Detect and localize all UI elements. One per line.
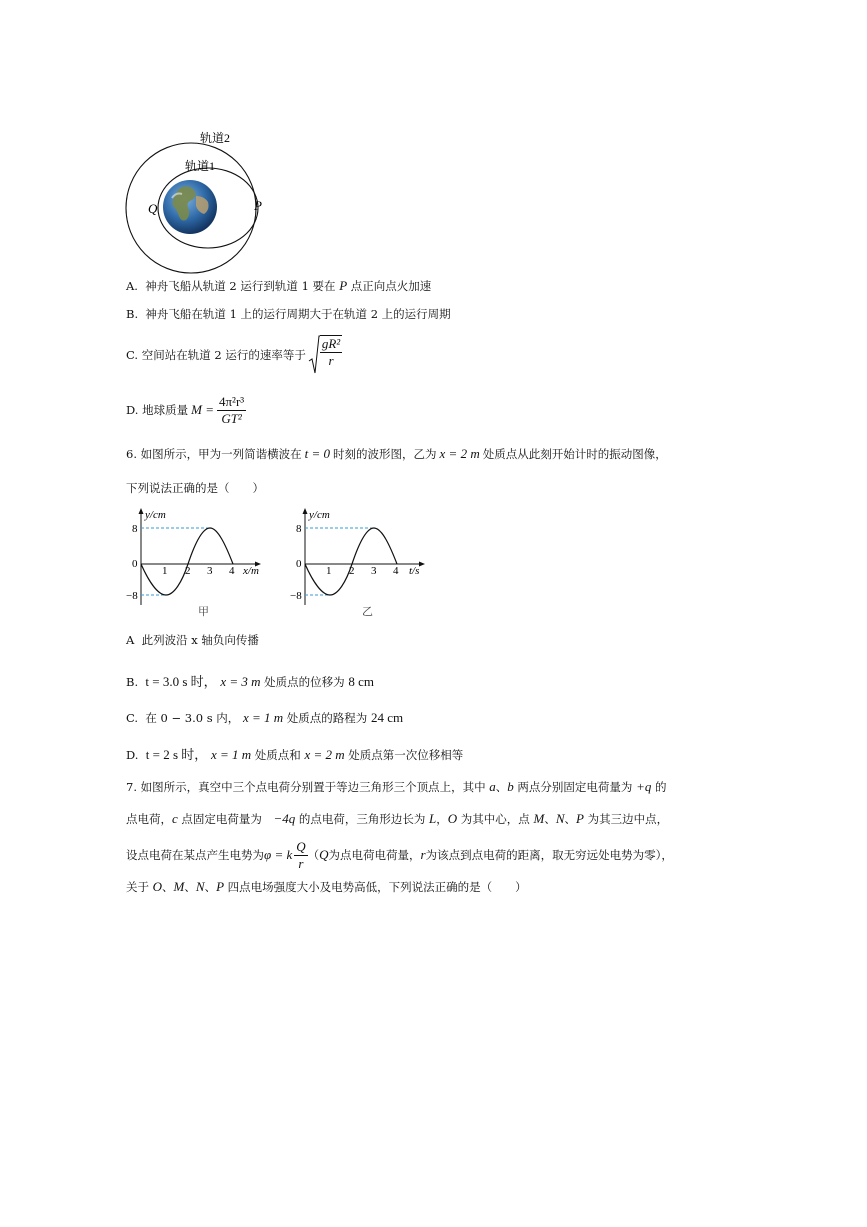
q7-stem-line3: 设点电荷在某点产生电势为 φ = k $\frac{Q}{r}$ （ Q 为点电荷电荷量， r 为该点到点电荷的距离，取无穷远处电势为零）， [126, 838, 673, 871]
option-label: B. [126, 307, 139, 321]
x-axis-arrow [419, 562, 425, 567]
q6-option-c: C. 在 0 − 3.0 s 内， x = 1 m 处质点的路程为 24 cm [126, 710, 404, 725]
potential-fraction: $\frac{Q}{r}$ [296, 838, 306, 871]
q6-option-a: A 此列波沿 x 轴负向传播 [126, 633, 259, 647]
x-axis-label: t/s [409, 565, 420, 577]
orbit-2-label: 轨道2 [200, 131, 231, 145]
option-label: D. [126, 403, 139, 417]
q6-stem-line2: 下列说法正确的是（ ） [126, 481, 264, 495]
y-tick-label: 8 [296, 523, 302, 535]
x-tick-label: 2 [185, 565, 191, 577]
x-tick-label: 3 [207, 565, 213, 577]
option-label: D. [126, 748, 139, 762]
graph-caption: 乙 [362, 606, 373, 618]
q7-stem-line1: 7. 如图所示，真空中三个点电荷分别置于等边三角形三个顶点上，其中 a、b 两点分别固定电荷量为 +q 的 [126, 779, 667, 794]
option-label: C. [126, 348, 139, 362]
option-label: B. [126, 675, 139, 689]
sqrt-expression: $\frac{\text{gR²}}{r}$ [308, 335, 342, 375]
x-tick-label: 3 [371, 565, 377, 577]
point-p-label: P [254, 198, 262, 213]
q5-option-b: B. 神舟飞船在轨道 1 上的运行周期大于在轨道 2 上的运行周期 [126, 307, 451, 321]
y-tick-label: 0 [296, 558, 302, 570]
x-tick-label: 4 [229, 565, 235, 577]
x-axis-label: x/m [243, 565, 259, 577]
option-label: A. [126, 279, 138, 293]
q7-stem-line4: 关于 O、M、N、P 四点电场强度大小及电势高低，下列说法正确的是（ ） [126, 879, 527, 894]
y-axis-label: y/cm [145, 509, 166, 521]
earth-image [163, 180, 217, 234]
y-axis-label: y/cm [309, 509, 330, 521]
y-tick-label: −8 [126, 590, 138, 602]
x-tick-label: 2 [349, 565, 355, 577]
y-axis-arrow [303, 508, 308, 514]
y-tick-label: 8 [132, 523, 138, 535]
mass-fraction: $\frac{\text{4π²r³}}{\text{GT²}}$ [218, 393, 245, 426]
x-tick-label: 1 [326, 565, 332, 577]
graph-jia [126, 505, 276, 620]
y-axis-arrow [139, 508, 144, 514]
option-label: C. [126, 711, 139, 725]
q7-stem-line2: 点电荷，c 点固定电荷量为 −4q 的点电荷，三角形边长为 L，O 为其中心，点 M、N、P 为其三边中点， [126, 811, 669, 826]
y-tick-label: −8 [290, 590, 302, 602]
wave-curve [141, 528, 233, 595]
option-label: A [126, 633, 135, 647]
q6-option-b: B. t = 3.0 s 时， x = 3 m 处质点的位移为 8 cm [126, 674, 374, 689]
orbit-1-label: 轨道1 [185, 159, 216, 173]
graph-yi [290, 505, 440, 620]
y-tick-label: 0 [132, 558, 138, 570]
q6-option-d: D. t = 2 s 时， x = 1 m 处质点和 x = 2 m 处质点第一次位移相等 [126, 747, 464, 762]
vibration-curve [305, 528, 397, 595]
x-tick-label: 1 [162, 565, 168, 577]
q5-option-c: C. 空间站在轨道 2 运行的速率等于 $\frac{\text{gR²}}{r}$ [126, 335, 342, 375]
point-q-label: Q [148, 201, 158, 216]
graph-caption: 甲 [198, 606, 209, 618]
q6-stem-line1: 6. 如图所示，甲为一列简谐横波在 t = 0 时刻的波形图，乙为 x = 2 m 处质点从此刻开始计时的振动图像， [126, 446, 667, 461]
orbit-figure [122, 126, 272, 286]
q5-option-a: A. 神舟飞船从轨道 2 运行到轨道 1 要在 P 点正向点火加速 [126, 278, 432, 293]
sqrt-sign [308, 335, 320, 375]
q5-option-d: D. 地球质量 M = $\frac{\text{4π²r³}}{\text{GT²}}$ [126, 393, 245, 426]
x-tick-label: 4 [393, 565, 399, 577]
